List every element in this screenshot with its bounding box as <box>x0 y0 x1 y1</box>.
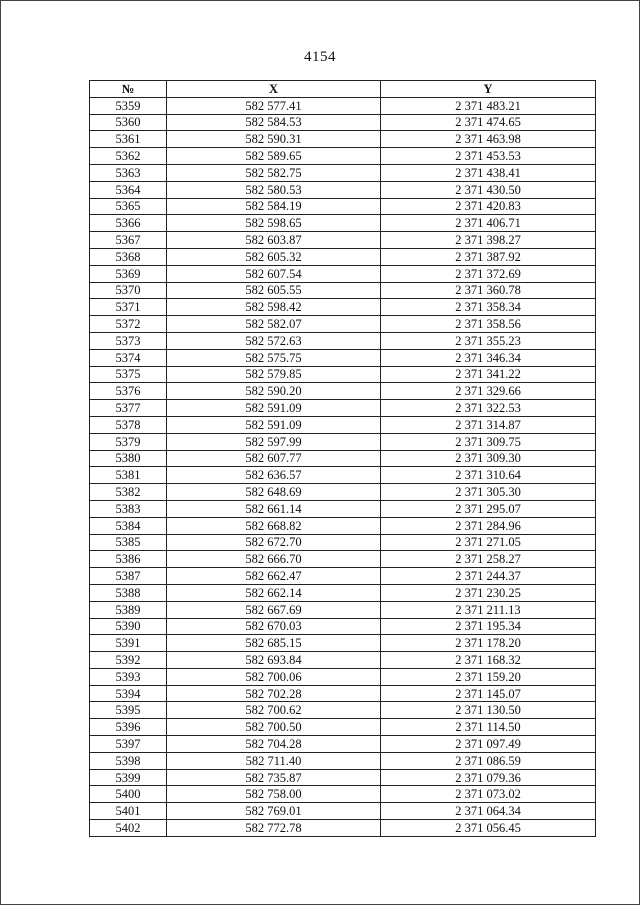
cell-number: 5392 <box>90 652 167 669</box>
cell-x: 582 590.20 <box>167 383 381 400</box>
cell-number: 5362 <box>90 148 167 165</box>
cell-number: 5377 <box>90 400 167 417</box>
table-row <box>90 517 596 534</box>
table-row <box>90 820 596 837</box>
cell-x: 582 666.70 <box>167 551 381 568</box>
cell-x: 582 572.63 <box>167 332 381 349</box>
cell-y: 2 371 056.45 <box>381 820 596 837</box>
table-row <box>90 265 596 282</box>
table-header-row <box>90 81 596 98</box>
table-row <box>90 601 596 618</box>
table-row <box>90 736 596 753</box>
table-row <box>90 114 596 131</box>
cell-number: 5401 <box>90 803 167 820</box>
cell-number: 5390 <box>90 618 167 635</box>
table-row <box>90 769 596 786</box>
table-row <box>90 551 596 568</box>
cell-number: 5397 <box>90 736 167 753</box>
cell-x: 582 590.31 <box>167 131 381 148</box>
cell-number: 5371 <box>90 299 167 316</box>
table-row <box>90 786 596 803</box>
cell-number: 5360 <box>90 114 167 131</box>
cell-number: 5388 <box>90 584 167 601</box>
table-row <box>90 702 596 719</box>
table-row <box>90 719 596 736</box>
cell-y: 2 371 310.64 <box>381 467 596 484</box>
cell-y: 2 371 271.05 <box>381 534 596 551</box>
cell-number: 5359 <box>90 97 167 114</box>
cell-y: 2 371 284.96 <box>381 517 596 534</box>
table-row <box>90 248 596 265</box>
cell-y: 2 371 064.34 <box>381 803 596 820</box>
table-row <box>90 198 596 215</box>
cell-x: 582 607.77 <box>167 450 381 467</box>
cell-number: 5381 <box>90 467 167 484</box>
cell-number: 5366 <box>90 215 167 232</box>
cell-number: 5389 <box>90 601 167 618</box>
table-row <box>90 97 596 114</box>
table-row <box>90 332 596 349</box>
cell-y: 2 371 130.50 <box>381 702 596 719</box>
table-row <box>90 568 596 585</box>
table-row <box>90 534 596 551</box>
cell-number: 5369 <box>90 265 167 282</box>
cell-number: 5368 <box>90 248 167 265</box>
table-row <box>90 148 596 165</box>
column-header-y: Y <box>381 81 596 98</box>
table-row <box>90 383 596 400</box>
cell-y: 2 371 360.78 <box>381 282 596 299</box>
cell-x: 582 662.14 <box>167 584 381 601</box>
cell-y: 2 371 114.50 <box>381 719 596 736</box>
cell-number: 5376 <box>90 383 167 400</box>
cell-y: 2 371 372.69 <box>381 265 596 282</box>
cell-y: 2 371 322.53 <box>381 400 596 417</box>
cell-x: 582 603.87 <box>167 232 381 249</box>
cell-x: 582 661.14 <box>167 500 381 517</box>
table-row <box>90 618 596 635</box>
table-row <box>90 400 596 417</box>
cell-y: 2 371 438.41 <box>381 164 596 181</box>
table-row <box>90 668 596 685</box>
cell-x: 582 685.15 <box>167 635 381 652</box>
column-header-number: № <box>90 81 167 98</box>
cell-number: 5364 <box>90 181 167 198</box>
cell-y: 2 371 145.07 <box>381 685 596 702</box>
table-row <box>90 181 596 198</box>
cell-y: 2 371 097.49 <box>381 736 596 753</box>
cell-number: 5402 <box>90 820 167 837</box>
cell-number: 5380 <box>90 450 167 467</box>
cell-number: 5361 <box>90 131 167 148</box>
cell-x: 582 607.54 <box>167 265 381 282</box>
table-row <box>90 500 596 517</box>
table-row <box>90 652 596 669</box>
table-row <box>90 803 596 820</box>
cell-x: 582 700.62 <box>167 702 381 719</box>
cell-y: 2 371 463.98 <box>381 131 596 148</box>
table-row <box>90 433 596 450</box>
table-row <box>90 299 596 316</box>
cell-y: 2 371 346.34 <box>381 349 596 366</box>
cell-x: 582 704.28 <box>167 736 381 753</box>
cell-x: 582 591.09 <box>167 416 381 433</box>
cell-y: 2 371 453.53 <box>381 148 596 165</box>
cell-x: 582 769.01 <box>167 803 381 820</box>
table-row <box>90 416 596 433</box>
cell-x: 582 598.42 <box>167 299 381 316</box>
cell-number: 5386 <box>90 551 167 568</box>
cell-y: 2 371 358.34 <box>381 299 596 316</box>
cell-y: 2 371 178.20 <box>381 635 596 652</box>
page-number: 4154 <box>304 49 336 65</box>
cell-number: 5370 <box>90 282 167 299</box>
table-row <box>90 215 596 232</box>
cell-x: 582 577.41 <box>167 97 381 114</box>
cell-y: 2 371 430.50 <box>381 181 596 198</box>
cell-number: 5391 <box>90 635 167 652</box>
cell-x: 582 700.50 <box>167 719 381 736</box>
cell-y: 2 371 079.36 <box>381 769 596 786</box>
table-row <box>90 467 596 484</box>
cell-y: 2 371 309.30 <box>381 450 596 467</box>
cell-y: 2 371 086.59 <box>381 752 596 769</box>
cell-x: 582 758.00 <box>167 786 381 803</box>
cell-number: 5393 <box>90 668 167 685</box>
cell-y: 2 371 398.27 <box>381 232 596 249</box>
cell-y: 2 371 295.07 <box>381 500 596 517</box>
cell-y: 2 371 159.20 <box>381 668 596 685</box>
cell-x: 582 591.09 <box>167 400 381 417</box>
cell-number: 5363 <box>90 164 167 181</box>
cell-number: 5372 <box>90 316 167 333</box>
cell-y: 2 371 309.75 <box>381 433 596 450</box>
cell-number: 5374 <box>90 349 167 366</box>
column-header-x: X <box>167 81 381 98</box>
cell-x: 582 662.47 <box>167 568 381 585</box>
table-row <box>90 164 596 181</box>
cell-y: 2 371 358.56 <box>381 316 596 333</box>
cell-x: 582 670.03 <box>167 618 381 635</box>
cell-x: 582 711.40 <box>167 752 381 769</box>
cell-y: 2 371 474.65 <box>381 114 596 131</box>
cell-x: 582 584.53 <box>167 114 381 131</box>
cell-x: 582 582.75 <box>167 164 381 181</box>
cell-x: 582 580.53 <box>167 181 381 198</box>
cell-y: 2 371 406.71 <box>381 215 596 232</box>
cell-number: 5373 <box>90 332 167 349</box>
table-row <box>90 349 596 366</box>
table-row <box>90 316 596 333</box>
cell-x: 582 636.57 <box>167 467 381 484</box>
cell-y: 2 371 305.30 <box>381 484 596 501</box>
cell-number: 5398 <box>90 752 167 769</box>
cell-number: 5395 <box>90 702 167 719</box>
cell-number: 5367 <box>90 232 167 249</box>
table-row <box>90 584 596 601</box>
cell-number: 5384 <box>90 517 167 534</box>
cell-y: 2 371 168.32 <box>381 652 596 669</box>
cell-x: 582 589.65 <box>167 148 381 165</box>
cell-x: 582 582.07 <box>167 316 381 333</box>
table-row <box>90 282 596 299</box>
cell-number: 5399 <box>90 769 167 786</box>
cell-x: 582 605.55 <box>167 282 381 299</box>
cell-number: 5385 <box>90 534 167 551</box>
table-row <box>90 484 596 501</box>
cell-number: 5396 <box>90 719 167 736</box>
cell-y: 2 371 244.37 <box>381 568 596 585</box>
table-row <box>90 752 596 769</box>
cell-number: 5365 <box>90 198 167 215</box>
cell-x: 582 693.84 <box>167 652 381 669</box>
cell-number: 5382 <box>90 484 167 501</box>
cell-number: 5394 <box>90 685 167 702</box>
cell-x: 582 668.82 <box>167 517 381 534</box>
table-row <box>90 366 596 383</box>
cell-x: 582 667.69 <box>167 601 381 618</box>
table-row <box>90 450 596 467</box>
cell-x: 582 579.85 <box>167 366 381 383</box>
cell-x: 582 772.78 <box>167 820 381 837</box>
cell-y: 2 371 483.21 <box>381 97 596 114</box>
cell-y: 2 371 341.22 <box>381 366 596 383</box>
cell-x: 582 735.87 <box>167 769 381 786</box>
cell-number: 5387 <box>90 568 167 585</box>
cell-y: 2 371 420.83 <box>381 198 596 215</box>
cell-y: 2 371 230.25 <box>381 584 596 601</box>
coordinates-table <box>89 80 596 837</box>
cell-y: 2 371 211.13 <box>381 601 596 618</box>
cell-x: 582 700.06 <box>167 668 381 685</box>
cell-y: 2 371 355.23 <box>381 332 596 349</box>
table-row <box>90 232 596 249</box>
table-row <box>90 685 596 702</box>
cell-x: 582 672.70 <box>167 534 381 551</box>
cell-y: 2 371 387.92 <box>381 248 596 265</box>
cell-x: 582 648.69 <box>167 484 381 501</box>
table-row <box>90 131 596 148</box>
cell-y: 2 371 195.34 <box>381 618 596 635</box>
cell-number: 5375 <box>90 366 167 383</box>
cell-number: 5378 <box>90 416 167 433</box>
cell-x: 582 598.65 <box>167 215 381 232</box>
cell-number: 5400 <box>90 786 167 803</box>
cell-number: 5383 <box>90 500 167 517</box>
cell-x: 582 702.28 <box>167 685 381 702</box>
cell-x: 582 605.32 <box>167 248 381 265</box>
cell-number: 5379 <box>90 433 167 450</box>
cell-y: 2 371 314.87 <box>381 416 596 433</box>
cell-y: 2 371 258.27 <box>381 551 596 568</box>
cell-y: 2 371 329.66 <box>381 383 596 400</box>
cell-y: 2 371 073.02 <box>381 786 596 803</box>
table-row <box>90 635 596 652</box>
cell-x: 582 584.19 <box>167 198 381 215</box>
cell-x: 582 575.75 <box>167 349 381 366</box>
cell-x: 582 597.99 <box>167 433 381 450</box>
